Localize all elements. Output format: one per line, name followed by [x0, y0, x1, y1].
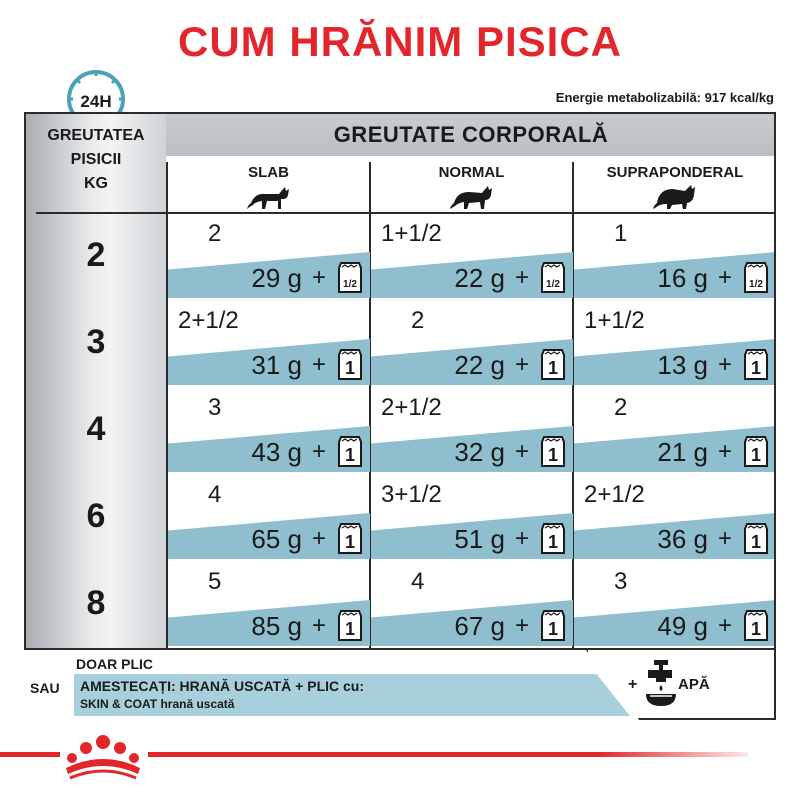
water-plus: + — [628, 676, 638, 693]
pouch-count: 5 — [208, 568, 222, 595]
ration-cell — [574, 388, 776, 476]
pouch-fraction: 1 — [344, 532, 356, 552]
body-condition-header — [166, 114, 776, 156]
only-pouch-label: DOAR PLIC — [76, 656, 153, 672]
column-label: NORMAL — [438, 164, 505, 181]
dry-food-grams: 49 g — [657, 611, 708, 641]
plus-sign: + — [717, 612, 732, 639]
wet-pouch-icon — [742, 608, 770, 642]
royal-canin-crown-icon — [58, 728, 148, 784]
clock-label: 24H — [80, 92, 112, 111]
dry-food-grams: 22 g — [454, 263, 505, 293]
wet-pouch-icon — [539, 260, 567, 294]
column-label: SUPRAPONDERAL — [606, 164, 744, 181]
plus-sign: + — [514, 612, 529, 639]
ration-cell — [574, 301, 776, 389]
ration-cell — [371, 301, 573, 389]
pouch-fraction: 1/2 — [546, 279, 560, 290]
thin-cat-icon — [245, 183, 293, 211]
column-header-overweight — [574, 162, 776, 212]
ration-cell — [168, 388, 370, 476]
cat-weight-header-line: KG — [84, 175, 108, 192]
plus-sign: + — [311, 351, 326, 378]
dry-food-grams: 36 g — [657, 524, 708, 554]
wet-pouch-icon — [742, 260, 770, 294]
ration-cell — [371, 388, 573, 476]
brand-line-left — [0, 752, 60, 757]
mix-instruction: AMESTECAȚI: HRANĂ USCATĂ + PLIC cu: — [80, 678, 365, 694]
ration-cell — [371, 562, 573, 650]
wet-pouch-icon — [336, 434, 364, 468]
plus-sign: + — [311, 438, 326, 465]
wet-pouch-icon — [742, 434, 770, 468]
dry-food-grams: 51 g — [454, 524, 505, 554]
cat-weight-header-line: GREUTATEA — [47, 127, 145, 144]
dry-food-grams: 67 g — [454, 611, 505, 641]
pouch-fraction: 1 — [344, 358, 356, 378]
dry-food-grams: 21 g — [657, 437, 708, 467]
water-label: APĂ — [678, 676, 710, 693]
pouch-count: 2+1/2 — [381, 394, 442, 421]
pouch-fraction: 1 — [344, 445, 356, 465]
wet-pouch-icon — [336, 260, 364, 294]
cat-weight-value: 4 — [86, 410, 106, 448]
dry-food-grams: 43 g — [251, 437, 302, 467]
cat-weight-header — [26, 124, 166, 196]
cat-weight-value: 2 — [86, 236, 106, 274]
pouch-count: 3+1/2 — [381, 481, 442, 508]
wet-pouch-icon — [539, 608, 567, 642]
plus-sign: + — [514, 264, 529, 291]
pouch-fraction: 1 — [750, 445, 762, 465]
footer-options — [24, 650, 776, 722]
pouch-fraction: 1 — [750, 532, 762, 552]
pouch-fraction: 1 — [750, 619, 762, 639]
energy-value: Energie metabolizabilă: 917 kcal/kg — [555, 90, 774, 105]
ration-cell — [168, 562, 370, 650]
plus-sign: + — [717, 438, 732, 465]
plus-sign: + — [514, 351, 529, 378]
wet-pouch-icon — [336, 347, 364, 381]
ration-cell — [371, 475, 573, 563]
wet-pouch-icon — [336, 608, 364, 642]
plus-sign: + — [311, 525, 326, 552]
ration-cell — [574, 214, 776, 302]
dry-food-grams: 31 g — [251, 350, 302, 380]
pouch-count: 1+1/2 — [381, 220, 442, 247]
brand-line-right — [148, 752, 748, 757]
pouch-count: 3 — [208, 394, 222, 421]
or-label: SAU — [30, 680, 60, 696]
pouch-fraction: 1 — [750, 358, 762, 378]
wet-pouch-icon — [539, 521, 567, 555]
cat-weight-value: 6 — [86, 497, 106, 535]
pouch-fraction: 1/2 — [343, 279, 357, 290]
dry-food-grams: 13 g — [657, 350, 708, 380]
ration-cell — [574, 475, 776, 563]
wet-pouch-icon — [742, 347, 770, 381]
pouch-fraction: 1 — [547, 445, 559, 465]
pouch-fraction: 1 — [547, 358, 559, 378]
cat-weight-value: 8 — [86, 584, 106, 622]
pouch-fraction: 1/2 — [749, 279, 763, 290]
ration-cell — [371, 214, 573, 302]
dry-food-grams: 29 g — [251, 263, 302, 293]
feeding-table — [24, 112, 776, 650]
wet-pouch-icon — [336, 521, 364, 555]
pouch-fraction: 1 — [344, 619, 356, 639]
pouch-count: 2+1/2 — [178, 307, 239, 334]
pouch-fraction: 1 — [547, 532, 559, 552]
pouch-count: 2 — [614, 394, 628, 421]
wet-pouch-icon — [539, 434, 567, 468]
dry-food-grams: 65 g — [251, 524, 302, 554]
column-header-slab — [168, 162, 369, 212]
pouch-fraction: 1 — [547, 619, 559, 639]
column-label: SLAB — [248, 164, 289, 181]
plus-sign: + — [514, 525, 529, 552]
page-title: CUM HRĂNIM PISICA — [178, 18, 622, 65]
ration-cell — [574, 562, 776, 650]
dry-food-grams: 32 g — [454, 437, 505, 467]
pouch-count: 2 — [208, 220, 222, 247]
ration-cell — [168, 214, 370, 302]
cat-weight-header-line: PISICII — [70, 151, 122, 168]
body-condition-title: GREUTATE CORPORALĂ — [333, 122, 609, 147]
ration-cell — [168, 475, 370, 563]
normal-cat-icon — [448, 183, 496, 211]
plus-sign: + — [311, 264, 326, 291]
plus-sign: + — [717, 525, 732, 552]
plus-sign: + — [717, 351, 732, 378]
pouch-count: 2 — [411, 307, 425, 334]
pouch-count: 3 — [614, 568, 628, 595]
cat-weight-value: 3 — [86, 323, 106, 361]
pouch-count: 4 — [208, 481, 222, 508]
dry-food-grams: 85 g — [251, 611, 302, 641]
wet-pouch-icon — [539, 347, 567, 381]
pouch-count: 1+1/2 — [584, 307, 645, 334]
plus-sign: + — [311, 612, 326, 639]
column-header-normal — [371, 162, 572, 212]
water-tap-bowl-icon — [642, 658, 680, 710]
dry-food-grams: 22 g — [454, 350, 505, 380]
mix-product: SKIN & COAT hrană uscată — [80, 697, 235, 711]
pouch-count: 4 — [411, 568, 425, 595]
pouch-count: 1 — [614, 220, 628, 247]
wet-pouch-icon — [742, 521, 770, 555]
plus-sign: + — [717, 264, 732, 291]
dry-food-grams: 16 g — [657, 263, 708, 293]
pouch-count: 2+1/2 — [584, 481, 645, 508]
ration-cell — [168, 301, 370, 389]
plus-sign: + — [514, 438, 529, 465]
overweight-cat-icon — [651, 183, 699, 211]
